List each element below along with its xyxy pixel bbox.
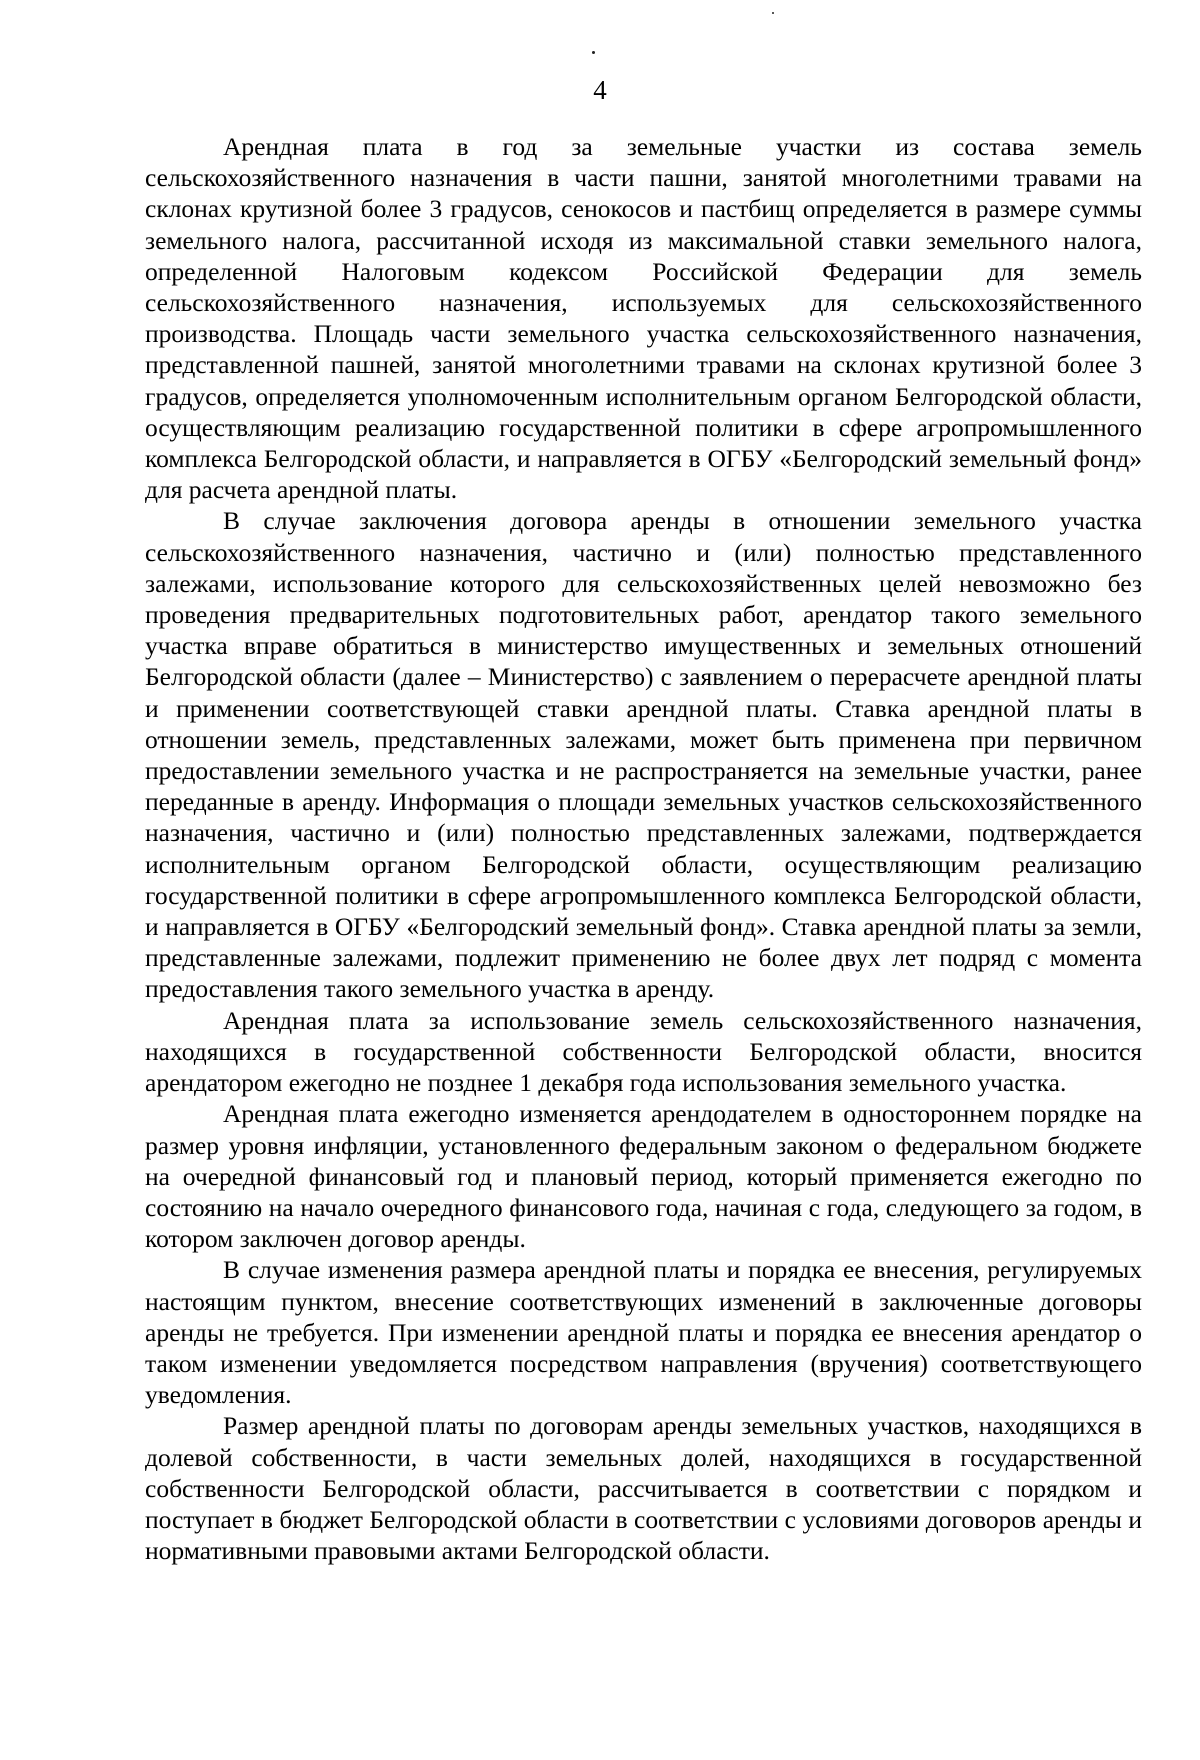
paragraph-land-tax-rent: Арендная плата в год за земельные участки из состава земель сельскохозяйственного назначения в части пашни, занятой многолетними травами на склонах крутизной более 3 градусов, сенокосов и пастбищ определяется в размере суммы земельного налога, рассчитанной исходя из максимальной ставки земельного налога, определенной Налоговым кодексом Российской Федерации для земель сельскохозяйственного назначения, используемых для сельскохозяйственного производства. Площадь части земельного участка сельскохозяйственного назначения, представленной пашней, занятой многолетними травами на склонах крутизной более 3 градусов, определяется уполномоченным исполнительным органом Белгородской области, осуществляющим реализацию государственной политики в сфере агропромышленного комплекса Белгородской области, и направляется в ОГБУ «Белгородский земельный фонд» для расчета арендной платы. (145, 132, 1142, 505)
paragraph-shared-ownership-rent: Размер арендной платы по договорам аренды земельных участков, находящихся в долевой собственности, в части земельных долей, находящихся в государственной собственности Белгородской области, рассчитывается в соответствии с порядком и поступает в бюджет Белгородской области в соответствии с условиями договоров аренды и нормативными правовыми актами Белгородской области. (145, 1411, 1142, 1566)
paragraph-inflation-indexation: Арендная плата ежегодно изменяется арендодателем в одностороннем порядке на размер уровня инфляции, установленного федеральным законом о федеральном бюджете на очередной финансовый год и плановый период, который применяется ежегодно по состоянию на начало очередного финансового года, начиная с года, следующего за годом, в котором заключен договор аренды. (145, 1099, 1142, 1254)
scan-speck (772, 12, 774, 14)
paragraph-payment-deadline: Арендная плата за использование земель сельскохозяйственного назначения, находящихся в государственной собственности Белгородской области, вносится арендатором ежегодно не позднее 1 декабря года использования земельного участка. (145, 1005, 1142, 1098)
scan-speck (592, 51, 595, 54)
paragraph-fallow-land-recalculation: В случае заключения договора аренды в отношении земельного участка сельскохозяйственного назначения, частично и (или) полностью представленного залежами, использование которого для сельскохозяйственных целей невозможно без проведения предварительных подготовительных работ, арендатор такого земельного участка вправе обратиться в министерство имущественных и земельных отношений Белгородской области (далее – Министерство) с заявлением о перерасчете арендной платы и применении соответствующей ставки арендной платы. Ставка арендной платы в отношении земель, представленных залежами, может быть применена при первичном предоставлении земельного участка и не распространяется на земельные участки, ранее переданные в аренду. Информация о площади земельных участков сельскохозяйственного назначения, частично и (или) полностью представленных залежами, подтверждается исполнительным органом Белгородской области, осуществляющим реализацию государственной политики в сфере агропромышленного комплекса Белгородской области, и направляется в ОГБУ «Белгородский земельный фонд». Ставка арендной платы за земли, представленные залежами, подлежит применению не более двух лет подряд с момента предоставления такого земельного участка в аренду. (145, 506, 1142, 1004)
paragraph-change-notification: В случае изменения размера арендной платы и порядка ее внесения, регулируемых настоящим пунктом, внесение соответствующих изменений в заключенные договоры аренды не требуется. При изменении арендной платы и порядка ее внесения арендатор о таком изменении уведомляется посредством направления (вручения) соответствующего уведомления. (145, 1255, 1142, 1410)
page-number: 4 (593, 75, 607, 105)
document-body (145, 131, 1142, 1566)
